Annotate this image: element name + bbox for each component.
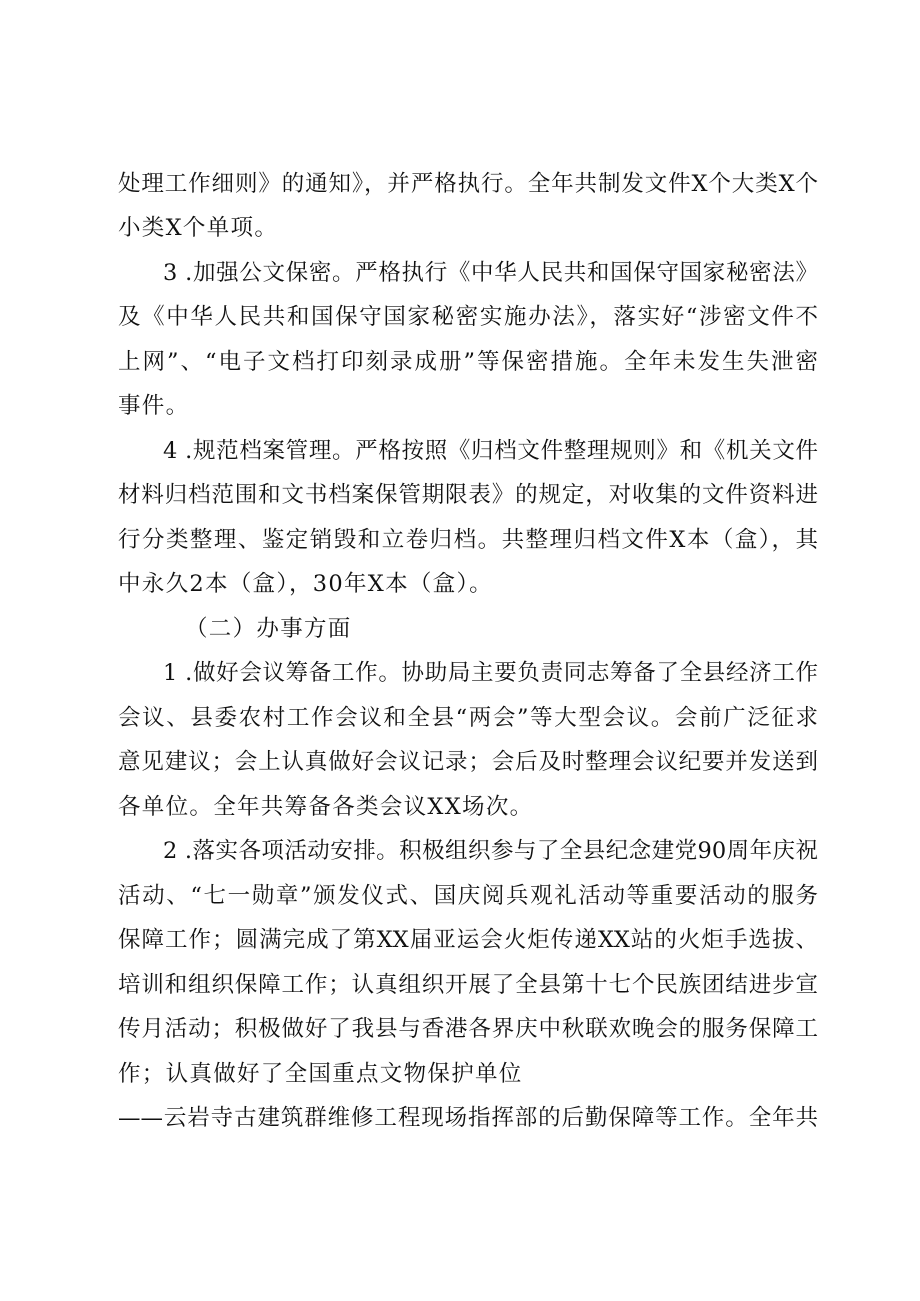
text-line: 小类X个单项。: [118, 215, 279, 241]
text-line: 作；认真做好了全国重点文物保护单位: [118, 1061, 523, 1087]
text-line: 保障工作；圆满完成了第XX届亚运会火炬传递XX站的火炬手选拔、: [118, 927, 818, 953]
text-line: ——云岩寺古建筑群维修工程现场指挥部的后勤保障等工作。全年共: [118, 1105, 818, 1131]
text-line: 4 .规范档案管理。严格按照《归档文件整理规则》和《机关文件: [163, 438, 818, 464]
text-line: 中永久2本（盒），30年X本（盒）。: [118, 571, 493, 597]
section-heading: （二）办事方面: [185, 616, 352, 642]
text-line: 意见建议；会上认真做好会议记录；会后及时整理会议纪要并发送到: [118, 749, 818, 775]
text-line: 上网”、“电子文档打印刻录成册”等保密措施。全年未发生失泄密: [118, 349, 818, 375]
text-line: 2 .落实各项活动安排。积极组织参与了全县纪念建党90周年庆祝: [163, 838, 818, 864]
text-line: 各单位。全年共筹备各类会议XX场次。: [118, 794, 534, 820]
text-line: 传月活动；积极做好了我县与香港各界庆中秋联欢晚会的服务保障工: [118, 1016, 818, 1042]
text-line: 1 .做好会议筹备工作。协助局主要负责同志筹备了全县经济工作: [163, 660, 818, 686]
text-line: 会议、县委农村工作会议和全县“两会”等大型会议。会前广泛征求: [118, 705, 818, 731]
text-line: 3 .加强公文保密。严格执行《中华人民共和国保守国家秘密法》: [163, 260, 818, 286]
text-line: 活动、“七一勋章”颁发仪式、国庆阅兵观礼活动等重要活动的服务: [118, 883, 818, 909]
text-line: 及《中华人民共和国保守国家秘密实施办法》，落实好“涉密文件不: [118, 304, 818, 330]
text-line: 材料归档范围和文书档案保管期限表》的规定，对收集的文件资料进: [118, 482, 818, 508]
text-line: 处理工作细则》的通知》，并严格执行。全年共制发文件X个大类X个: [118, 171, 818, 197]
text-line: 行分类整理、鉴定销毁和立卷归档。共整理归档文件X本（盒），其: [118, 527, 818, 553]
text-line: 培训和组织保障工作；认真组织开展了全县第十七个民族团结进步宣: [118, 972, 818, 998]
text-line: 事件。: [118, 393, 190, 419]
